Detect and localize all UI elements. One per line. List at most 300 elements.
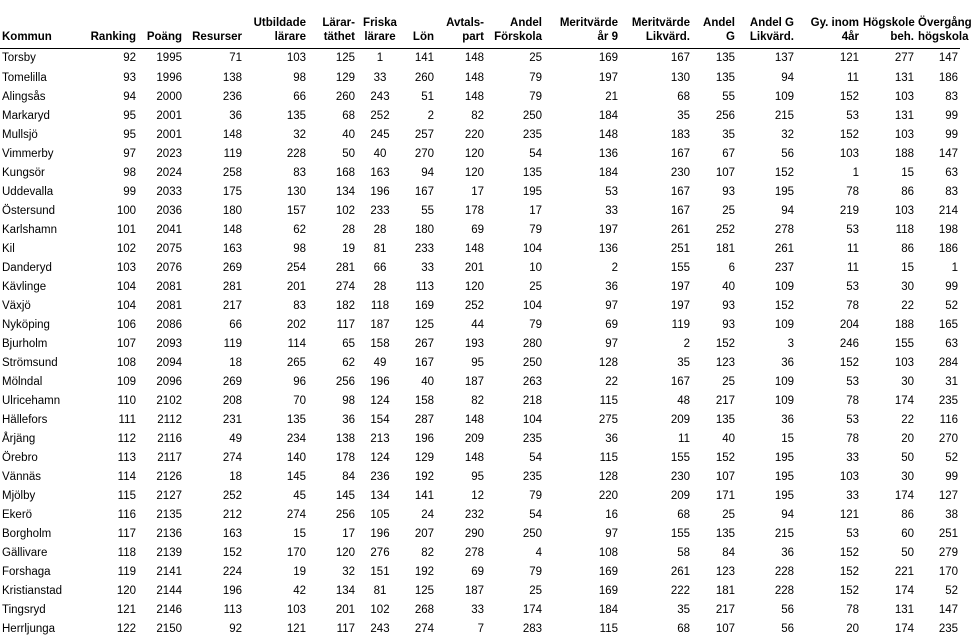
value-cell: 167 xyxy=(414,356,434,369)
value-cell: 35 xyxy=(677,603,690,616)
value-cell: 15 xyxy=(901,166,914,179)
value-cell: 168 xyxy=(335,166,355,179)
kommun-cell: Ekerö xyxy=(2,508,33,521)
value-cell: 28 xyxy=(373,280,387,293)
value-cell: 2135 xyxy=(156,508,182,521)
value-cell: 48 xyxy=(677,394,690,407)
value-cell: 66 xyxy=(293,90,306,103)
value-cell: 25 xyxy=(722,508,735,521)
value-cell: 232 xyxy=(464,508,484,521)
value-cell: 86 xyxy=(901,185,914,198)
value-cell: 40 xyxy=(373,147,387,160)
value-cell: 103 xyxy=(286,603,306,616)
column-header-line: Poäng xyxy=(146,30,182,43)
table-body xyxy=(0,48,960,638)
value-cell: 104 xyxy=(116,280,136,293)
value-cell: 221 xyxy=(894,565,914,578)
kommun-cell: Hällefors xyxy=(2,413,48,426)
value-cell: 135 xyxy=(522,166,542,179)
value-cell: 3 xyxy=(787,337,794,350)
value-cell: 82 xyxy=(421,546,434,559)
value-cell: 104 xyxy=(522,413,542,426)
value-cell: 94 xyxy=(781,508,794,521)
column-header xyxy=(796,0,861,48)
kommun-cell: Kristianstad xyxy=(2,584,63,597)
value-cell: 195 xyxy=(522,185,542,198)
value-cell: 17 xyxy=(529,204,542,217)
value-cell: 252 xyxy=(222,489,242,502)
value-cell: 123 xyxy=(715,565,735,578)
value-cell: 17 xyxy=(471,185,484,198)
value-cell: 284 xyxy=(938,356,958,369)
table-row xyxy=(0,163,960,182)
value-cell: 15 xyxy=(781,432,794,445)
value-cell: 97 xyxy=(605,337,618,350)
table-row xyxy=(0,48,960,68)
value-cell: 32 xyxy=(781,128,794,141)
kommun-cell: Torsby xyxy=(2,52,36,65)
value-cell: 152 xyxy=(839,128,859,141)
value-cell: 219 xyxy=(839,204,859,217)
value-cell: 99 xyxy=(945,109,958,122)
value-cell: 107 xyxy=(715,166,735,179)
value-cell: 93 xyxy=(722,299,735,312)
value-cell: 33 xyxy=(471,603,484,616)
value-cell: 4 xyxy=(535,546,542,559)
value-cell: 18 xyxy=(229,470,242,483)
value-cell: 33 xyxy=(373,71,387,84)
value-cell: 11 xyxy=(847,71,859,84)
value-cell: 2000 xyxy=(156,90,182,103)
value-cell: 92 xyxy=(229,622,242,635)
value-cell: 2112 xyxy=(157,413,182,426)
value-cell: 2076 xyxy=(156,261,182,274)
kommun-cell: Markaryd xyxy=(2,109,50,122)
value-cell: 125 xyxy=(335,52,355,65)
value-cell: 2081 xyxy=(156,280,182,293)
value-cell: 151 xyxy=(370,565,390,578)
value-cell: 102 xyxy=(370,603,390,616)
value-cell: 148 xyxy=(464,242,484,255)
value-cell: 207 xyxy=(414,527,434,540)
column-header-line: part xyxy=(462,30,484,43)
value-cell: 42 xyxy=(293,584,306,597)
value-cell: 167 xyxy=(670,185,690,198)
value-cell: 78 xyxy=(846,299,859,312)
table-row xyxy=(0,619,960,638)
value-cell: 117 xyxy=(336,622,355,635)
value-cell: 36 xyxy=(605,432,618,445)
value-cell: 152 xyxy=(839,546,859,559)
value-cell: 195 xyxy=(774,451,794,464)
value-cell: 147 xyxy=(938,603,958,616)
value-cell: 2 xyxy=(611,261,618,274)
table-row xyxy=(0,334,960,353)
value-cell: 2 xyxy=(427,109,434,122)
column-header-line: år 9 xyxy=(597,30,618,43)
value-cell: 103 xyxy=(894,90,914,103)
value-cell: 276 xyxy=(370,546,390,559)
value-cell: 53 xyxy=(605,185,618,198)
kommun-cell: Bjurholm xyxy=(2,337,48,350)
kommun-cell: Mjölby xyxy=(2,489,36,502)
value-cell: 109 xyxy=(774,394,794,407)
value-cell: 130 xyxy=(670,71,690,84)
value-cell: 230 xyxy=(670,166,690,179)
column-header-line: Andel xyxy=(703,16,735,29)
value-cell: 265 xyxy=(286,356,306,369)
value-cell: 113 xyxy=(415,280,434,293)
value-cell: 68 xyxy=(677,622,690,635)
value-cell: 107 xyxy=(715,622,735,635)
value-cell: 19 xyxy=(342,242,355,255)
value-cell: 184 xyxy=(598,109,618,122)
value-cell: 2144 xyxy=(156,584,182,597)
column-header-line: Resurser xyxy=(192,30,242,43)
value-cell: 56 xyxy=(781,622,794,635)
column-header xyxy=(692,0,737,48)
value-cell: 260 xyxy=(335,90,355,103)
table-row xyxy=(0,391,960,410)
column-header-line: Lärar- xyxy=(322,16,355,29)
value-cell: 36 xyxy=(781,413,794,426)
value-cell: 263 xyxy=(522,375,542,388)
value-cell: 235 xyxy=(522,432,542,445)
value-cell: 152 xyxy=(715,337,735,350)
value-cell: 79 xyxy=(529,90,542,103)
value-cell: 155 xyxy=(894,337,914,350)
value-cell: 1 xyxy=(852,166,859,179)
table-row xyxy=(0,524,960,543)
value-cell: 217 xyxy=(715,603,735,616)
value-cell: 275 xyxy=(598,413,618,426)
value-cell: 109 xyxy=(774,280,794,293)
column-header xyxy=(184,0,244,48)
value-cell: 49 xyxy=(229,432,242,445)
value-cell: 228 xyxy=(774,584,794,597)
value-cell: 53 xyxy=(846,527,859,540)
value-cell: 283 xyxy=(522,622,542,635)
table-row xyxy=(0,144,960,163)
value-cell: 94 xyxy=(781,204,794,217)
value-cell: 134 xyxy=(370,489,390,502)
value-cell: 96 xyxy=(293,375,306,388)
value-cell: 56 xyxy=(781,147,794,160)
value-cell: 158 xyxy=(370,337,390,350)
value-cell: 169 xyxy=(598,52,618,65)
value-cell: 95 xyxy=(471,356,484,369)
kommun-cell: Forshaga xyxy=(2,565,51,578)
value-cell: 192 xyxy=(414,470,434,483)
value-cell: 235 xyxy=(938,622,958,635)
value-cell: 163 xyxy=(222,527,242,540)
table-row xyxy=(0,315,960,334)
table-row xyxy=(0,239,960,258)
value-cell: 1995 xyxy=(156,52,182,65)
value-cell: 187 xyxy=(370,318,390,331)
value-cell: 2024 xyxy=(156,166,182,179)
value-cell: 118 xyxy=(370,299,390,312)
value-cell: 155 xyxy=(670,527,690,540)
value-cell: 1 xyxy=(376,52,384,65)
value-cell: 209 xyxy=(670,489,690,502)
column-header xyxy=(244,0,308,48)
value-cell: 281 xyxy=(335,261,355,274)
value-cell: 83 xyxy=(293,166,306,179)
kommun-cell: Årjäng xyxy=(2,432,36,445)
value-cell: 109 xyxy=(774,375,794,388)
kommun-cell: Vimmerby xyxy=(2,147,54,160)
value-cell: 167 xyxy=(670,375,690,388)
value-cell: 54 xyxy=(529,147,542,160)
value-cell: 16 xyxy=(605,508,618,521)
value-cell: 178 xyxy=(464,204,484,217)
value-cell: 148 xyxy=(464,71,484,84)
value-cell: 78 xyxy=(846,432,859,445)
value-cell: 135 xyxy=(715,413,735,426)
value-cell: 22 xyxy=(605,375,618,388)
kommun-cell: Borgholm xyxy=(2,527,52,540)
value-cell: 131 xyxy=(894,109,914,122)
value-cell: 122 xyxy=(116,622,136,635)
value-cell: 116 xyxy=(939,413,958,426)
value-cell: 287 xyxy=(414,413,434,426)
value-cell: 141 xyxy=(414,489,434,502)
value-cell: 40 xyxy=(421,375,434,388)
value-cell: 78 xyxy=(846,185,859,198)
value-cell: 181 xyxy=(715,242,735,255)
value-cell: 274 xyxy=(414,622,434,635)
value-cell: 98 xyxy=(293,71,306,84)
value-cell: 281 xyxy=(222,280,242,293)
value-cell: 111 xyxy=(118,413,136,426)
value-cell: 148 xyxy=(598,128,618,141)
value-cell: 2141 xyxy=(156,565,182,578)
value-cell: 152 xyxy=(222,546,242,559)
value-cell: 55 xyxy=(722,90,735,103)
value-cell: 11 xyxy=(847,242,859,255)
value-cell: 261 xyxy=(774,242,794,255)
value-cell: 152 xyxy=(839,90,859,103)
value-cell: 231 xyxy=(222,413,242,426)
value-cell: 35 xyxy=(677,109,690,122)
value-cell: 236 xyxy=(222,90,242,103)
value-cell: 115 xyxy=(599,394,618,407)
value-cell: 123 xyxy=(715,356,735,369)
value-cell: 220 xyxy=(464,128,484,141)
value-cell: 104 xyxy=(522,299,542,312)
value-cell: 252 xyxy=(715,223,735,236)
value-cell: 224 xyxy=(222,565,242,578)
value-cell: 134 xyxy=(335,185,355,198)
value-cell: 145 xyxy=(335,489,355,502)
value-cell: 83 xyxy=(293,299,306,312)
column-header xyxy=(308,0,357,48)
column-header-line: Likvärd. xyxy=(749,30,794,43)
value-cell: 270 xyxy=(414,147,434,160)
value-cell: 65 xyxy=(342,337,355,350)
column-header-line: Andel xyxy=(510,16,542,29)
value-cell: 212 xyxy=(222,508,242,521)
value-cell: 28 xyxy=(373,223,387,236)
value-cell: 2081 xyxy=(156,299,182,312)
value-cell: 79 xyxy=(529,489,542,502)
value-cell: 121 xyxy=(116,603,136,616)
value-cell: 147 xyxy=(938,52,958,65)
value-cell: 167 xyxy=(414,185,434,198)
value-cell: 2102 xyxy=(156,394,182,407)
value-cell: 36 xyxy=(781,546,794,559)
value-cell: 63 xyxy=(945,337,958,350)
value-cell: 105 xyxy=(370,508,390,521)
column-header xyxy=(916,0,972,48)
value-cell: 196 xyxy=(370,527,390,540)
value-cell: 278 xyxy=(464,546,484,559)
table-row xyxy=(0,220,960,239)
value-cell: 214 xyxy=(938,204,958,217)
value-cell: 7 xyxy=(477,622,484,635)
value-cell: 97 xyxy=(605,527,618,540)
value-cell: 109 xyxy=(774,90,794,103)
value-cell: 198 xyxy=(938,223,958,236)
header-row xyxy=(0,0,960,48)
column-header-line: G xyxy=(726,30,735,43)
value-cell: 45 xyxy=(293,489,306,502)
value-cell: 95 xyxy=(471,470,484,483)
kommun-cell: Alingsås xyxy=(2,90,46,103)
value-cell: 10 xyxy=(529,261,542,274)
value-cell: 58 xyxy=(677,546,690,559)
value-cell: 256 xyxy=(715,109,735,122)
value-cell: 152 xyxy=(839,356,859,369)
column-header-line: Likvärd. xyxy=(645,30,690,43)
column-header-line: beh. xyxy=(890,30,914,43)
value-cell: 33 xyxy=(846,489,859,502)
column-header xyxy=(737,0,796,48)
column-header-line: Ranking xyxy=(90,30,136,43)
value-cell: 252 xyxy=(464,299,484,312)
value-cell: 18 xyxy=(229,356,242,369)
column-header-line: Andel G xyxy=(749,16,794,29)
value-cell: 182 xyxy=(335,299,355,312)
value-cell: 254 xyxy=(286,261,306,274)
value-cell: 196 xyxy=(414,432,434,445)
value-cell: 84 xyxy=(342,470,355,483)
value-cell: 99 xyxy=(945,128,958,141)
value-cell: 79 xyxy=(529,318,542,331)
value-cell: 243 xyxy=(370,622,390,635)
value-cell: 68 xyxy=(677,90,690,103)
value-cell: 197 xyxy=(670,299,690,312)
value-cell: 106 xyxy=(116,318,136,331)
value-cell: 278 xyxy=(774,223,794,236)
value-cell: 103 xyxy=(116,261,136,274)
value-cell: 118 xyxy=(895,223,914,236)
value-cell: 100 xyxy=(116,204,136,217)
value-cell: 181 xyxy=(715,584,735,597)
value-cell: 115 xyxy=(599,622,618,635)
value-cell: 99 xyxy=(945,470,958,483)
column-header-line: Utbildade xyxy=(253,16,306,29)
table-row xyxy=(0,410,960,429)
value-cell: 236 xyxy=(370,470,390,483)
table-row xyxy=(0,68,960,87)
kommun-cell: Uddevalla xyxy=(2,185,54,198)
value-cell: 56 xyxy=(781,603,794,616)
kommun-cell: Gällivare xyxy=(2,546,48,559)
value-cell: 119 xyxy=(223,337,242,350)
value-cell: 55 xyxy=(421,204,434,217)
value-cell: 79 xyxy=(529,565,542,578)
value-cell: 108 xyxy=(598,546,618,559)
value-cell: 98 xyxy=(293,242,306,255)
value-cell: 222 xyxy=(670,584,690,597)
value-cell: 148 xyxy=(222,223,242,236)
value-cell: 78 xyxy=(846,603,859,616)
value-cell: 251 xyxy=(938,527,958,540)
value-cell: 2094 xyxy=(156,356,182,369)
value-cell: 135 xyxy=(715,71,735,84)
value-cell: 103 xyxy=(894,204,914,217)
value-cell: 28 xyxy=(342,223,355,236)
value-cell: 215 xyxy=(774,109,794,122)
value-cell: 129 xyxy=(414,451,434,464)
value-cell: 183 xyxy=(670,128,690,141)
value-cell: 53 xyxy=(846,223,859,236)
table-row xyxy=(0,201,960,220)
value-cell: 11 xyxy=(847,261,859,274)
value-cell: 95 xyxy=(123,109,136,122)
value-cell: 184 xyxy=(598,603,618,616)
value-cell: 129 xyxy=(335,71,355,84)
table-row xyxy=(0,125,960,144)
value-cell: 53 xyxy=(846,280,859,293)
value-cell: 233 xyxy=(414,242,434,255)
value-cell: 120 xyxy=(464,147,484,160)
value-cell: 163 xyxy=(370,166,390,179)
value-cell: 152 xyxy=(839,565,859,578)
value-cell: 86 xyxy=(901,242,914,255)
value-cell: 209 xyxy=(464,432,484,445)
value-cell: 36 xyxy=(605,280,618,293)
value-cell: 2096 xyxy=(156,375,182,388)
value-cell: 167 xyxy=(670,204,690,217)
value-cell: 201 xyxy=(335,603,355,616)
value-cell: 2041 xyxy=(156,223,182,236)
value-cell: 148 xyxy=(464,413,484,426)
value-cell: 52 xyxy=(945,299,958,312)
value-cell: 256 xyxy=(335,375,355,388)
column-header-line: 4år xyxy=(841,30,859,43)
value-cell: 124 xyxy=(370,451,390,464)
table-row xyxy=(0,258,960,277)
column-header-line: lärare xyxy=(274,30,306,43)
kommun-cell: Tingsryd xyxy=(2,603,46,616)
value-cell: 235 xyxy=(522,470,542,483)
value-cell: 2117 xyxy=(157,451,182,464)
value-cell: 209 xyxy=(670,413,690,426)
value-cell: 135 xyxy=(286,413,306,426)
value-cell: 234 xyxy=(286,432,306,445)
column-header-line: Meritvärde xyxy=(631,16,690,29)
value-cell: 228 xyxy=(774,565,794,578)
value-cell: 2075 xyxy=(156,242,182,255)
value-cell: 1996 xyxy=(156,71,182,84)
value-cell: 109 xyxy=(774,318,794,331)
value-cell: 110 xyxy=(117,394,136,407)
value-cell: 2136 xyxy=(156,527,182,540)
value-cell: 102 xyxy=(116,242,136,255)
